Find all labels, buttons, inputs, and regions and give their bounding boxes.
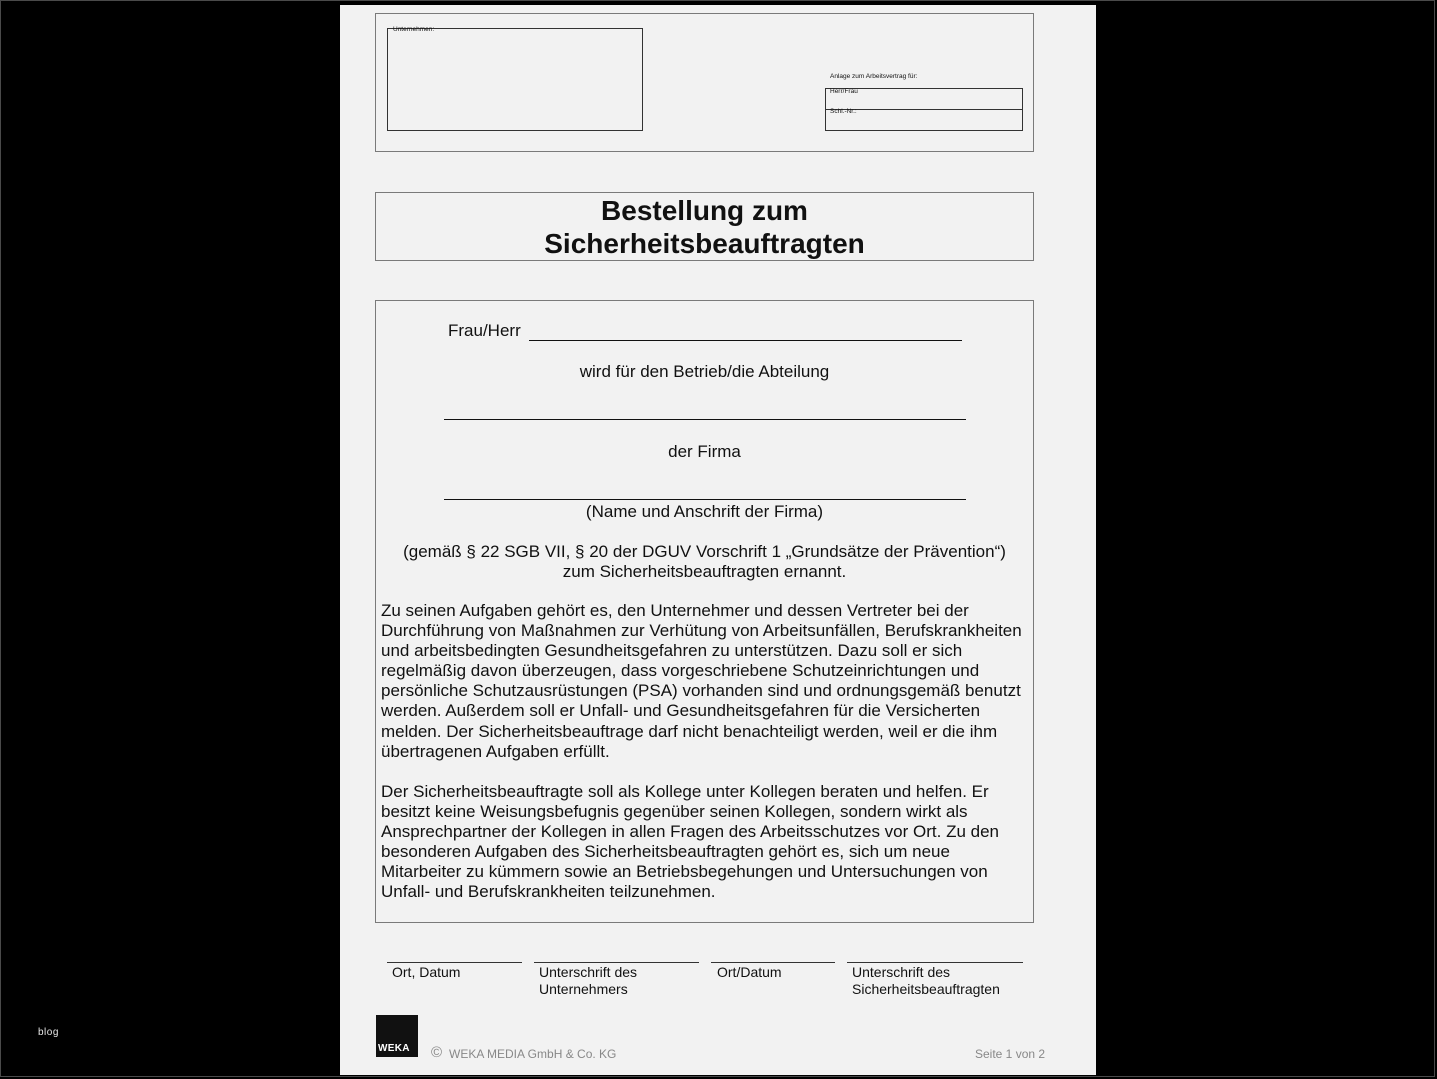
- document-title: [375, 194, 1034, 260]
- company-field-box: [387, 28, 643, 131]
- blog-label[interactable]: blog: [38, 1027, 59, 1038]
- legal-reference: (gemäß § 22 SGB VII, § 20 der DGUV Vorschrift 1 „Grundsätze der Prävention“): [403, 542, 1006, 561]
- document-page: [340, 5, 1096, 1075]
- annex-label: Anlage zum Arbeitsvertrag für:: [830, 73, 918, 80]
- annex-row-name-label: Herr/Frau: [830, 88, 858, 95]
- publisher-text: WEKA MEDIA GmbH & Co. KG: [449, 1047, 617, 1061]
- firm-label: der Firma: [668, 442, 741, 461]
- name-label: Frau/Herr: [448, 321, 521, 340]
- signature-label-employer-line-2: Unternehmers: [539, 981, 628, 997]
- company-label: Unternehmen:: [393, 26, 435, 33]
- signature-line-place-date-1: [387, 962, 522, 963]
- copyright-icon: ©: [431, 1044, 443, 1061]
- appointment-statement: zum Sicherheitsbeauftragten ernannt.: [562, 562, 847, 581]
- role-paragraph: Der Sicherheitsbeauftragte soll als Kollege unter Kollegen beraten und helfen. Er besitzt keine Weisungsbefugnis gegenüber seinen Kollegen, sondern wirkt als Ansprechpartner der Kollegen in allen Fragen des Arbeitsschutzes vor Ort. Zu den besonderen Aufgaben des Sicherheitsbeauftragten gehört es, sich um neue Mitarbeiter zu kümmern sowie an Betriebsbegehungen und Untersuchungen von Unfall- und Berufskrankheiten teilzunehmen.: [381, 782, 1000, 902]
- department-text: wird für den Betrieb/die Abteilung: [579, 362, 830, 381]
- title-line-2: Sicherheitsbeauftragten: [544, 228, 865, 259]
- department-blank-line: [444, 419, 966, 420]
- signature-label-employer: [539, 964, 637, 998]
- signature-line-employer: [534, 962, 699, 963]
- signature-line-place-date-2: [711, 962, 835, 963]
- signature-label-officer-line-2: Sicherheitsbeauftragten: [852, 981, 1000, 997]
- annex-row-number-label: Schl.-Nr.:: [830, 108, 857, 115]
- signature-label-place-date-2: Ort/Datum: [717, 964, 782, 980]
- signature-label-officer-line-1: Unterschrift des: [852, 964, 951, 980]
- weka-logo: [376, 1015, 418, 1057]
- signature-label-officer: [852, 964, 1000, 998]
- name-blank-line: [529, 340, 962, 341]
- signature-label-place-date-1: Ort, Datum: [392, 964, 461, 980]
- page-number: Seite 1 von 2: [975, 1047, 1046, 1061]
- firm-hint: (Name und Anschrift der Firma): [585, 502, 824, 521]
- signature-label-employer-line-1: Unterschrift des: [539, 964, 638, 980]
- firm-blank-line: [444, 499, 966, 500]
- weka-logo-text: WEKA: [378, 1043, 410, 1054]
- title-line-1: Bestellung zum: [601, 195, 808, 226]
- duties-paragraph: Zu seinen Aufgaben gehört es, den Unternehmer und dessen Vertreter bei der Durchführung von Maßnahmen zur Verhütung von Arbeitsunfällen, Berufskrankheiten und arbeitsbedingten Gesundheitsgefahren zu unterstützen. Dazu soll er sich regelmäßig davon überzeugen, dass vorgeschriebene Schutzeinrichtungen und persönliche Schutzausrüstungen (PSA) vorhanden sind und ordnungsgemäß benutzt werden. Außerdem soll er Unfall- und Gesundheitsgefahren für die Versicherten melden. Der Sicherheitsbeauftrage darf nicht benachteiligt werden, weil er die ihm übertragenen Aufgaben erfüllt.: [381, 601, 1022, 761]
- signature-line-officer: [847, 962, 1023, 963]
